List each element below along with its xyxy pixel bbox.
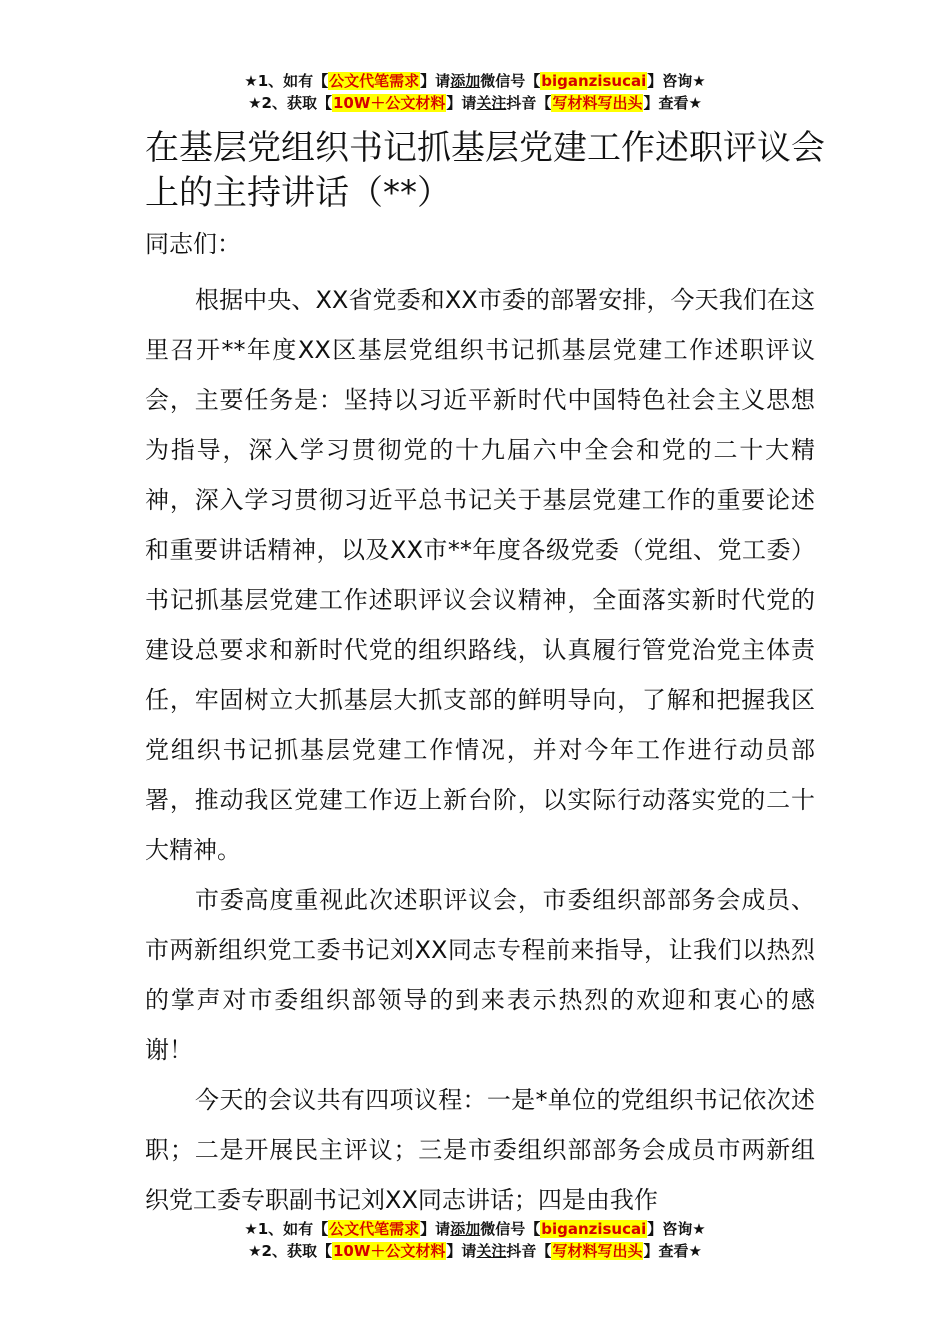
banner-text: 】请 — [446, 1242, 477, 1260]
highlight-wechat-id: biganzisucai — [541, 1220, 647, 1238]
greeting: 同志们： — [145, 230, 241, 258]
paragraph: 市委高度重视此次述职评议会，市委组织部部务会成员、市两新组织党工委书记刘XX同志专程前来指导，让我们以热烈的掌声对市委组织部领导的到来表示热烈的欢迎和衷心的感谢！ — [145, 886, 815, 1064]
banner-underlined: 关注 — [476, 94, 507, 112]
document-body — [145, 275, 815, 1225]
banner-text: 抖音【 — [506, 1242, 552, 1260]
banner-text: 】咨询★ — [647, 1220, 706, 1238]
banner-text: ★1、如有【 — [244, 72, 329, 90]
banner-text: 】咨询★ — [647, 72, 706, 90]
banner-text: ★2、获取【 — [248, 1242, 332, 1260]
banner-text: 微信号【 — [480, 1220, 541, 1238]
banner-text: 微信号【 — [480, 72, 541, 90]
banner-text: 】查看★ — [643, 94, 702, 112]
banner-text: 】请 — [420, 72, 451, 90]
banner-underlined: 关注 — [476, 1242, 507, 1260]
banner-text: 】查看★ — [643, 1242, 702, 1260]
banner-line-2 — [0, 92, 950, 114]
banner-text: 】请 — [446, 94, 477, 112]
highlight-douyin: 写材料写出头 — [552, 94, 643, 112]
banner-text: 抖音【 — [506, 94, 552, 112]
highlight-materials: 10W＋公文材料 — [332, 1242, 446, 1260]
bottom-banner — [0, 1218, 950, 1262]
highlight-service: 公文代笔需求 — [329, 72, 420, 90]
banner-line-1 — [0, 1218, 950, 1240]
document-title: 在基层党组织书记抓基层党建工作述职评议会上的主持讲话（**） — [145, 128, 825, 213]
banner-line-1 — [0, 70, 950, 92]
highlight-materials: 10W＋公文材料 — [332, 94, 446, 112]
banner-underlined: 添加 — [450, 72, 481, 90]
paragraph: 今天的会议共有四项议程：一是*单位的党组织书记依次述职；二是开展民主评议；三是市委组织部部务会成员市两新组织党工委专职副书记刘XX同志讲话；四是由我作 — [145, 1086, 815, 1214]
paragraph: 根据中央、XX省党委和XX市委的部署安排，今天我们在这里召开**年度XX区基层党组织书记抓基层党建工作述职评议会，主要任务是：坚持以习近平新时代中国特色社会主义思想为指导，深入学习贯彻党的十九届六中全会和党的二十大精神，深入学习贯彻习近平总书记关于基层党建工作的重要论述和重要讲话精神，以及XX市**年度各级党委（党组、党工委）书记抓基层党建工作述职评议会议精神，全面落实新时代党的建设总要求和新时代党的组织路线，认真履行管党治党主体责任，牢固树立大抓基层大抓支部的鲜明导向，了解和把握我区党组织书记抓基层党建工作情况，并对今年工作进行动员部署，推动我区党建工作迈上新台阶，以实际行动落实党的二十大精神。 — [145, 286, 815, 864]
highlight-douyin: 写材料写出头 — [552, 1242, 643, 1260]
banner-underlined: 添加 — [450, 1220, 481, 1238]
highlight-service: 公文代笔需求 — [329, 1220, 420, 1238]
highlight-wechat-id: biganzisucai — [541, 72, 647, 90]
top-banner — [0, 70, 950, 114]
banner-text: ★2、获取【 — [248, 94, 332, 112]
banner-text: 】请 — [420, 1220, 451, 1238]
banner-text: ★1、如有【 — [244, 1220, 329, 1238]
banner-line-2 — [0, 1240, 950, 1262]
